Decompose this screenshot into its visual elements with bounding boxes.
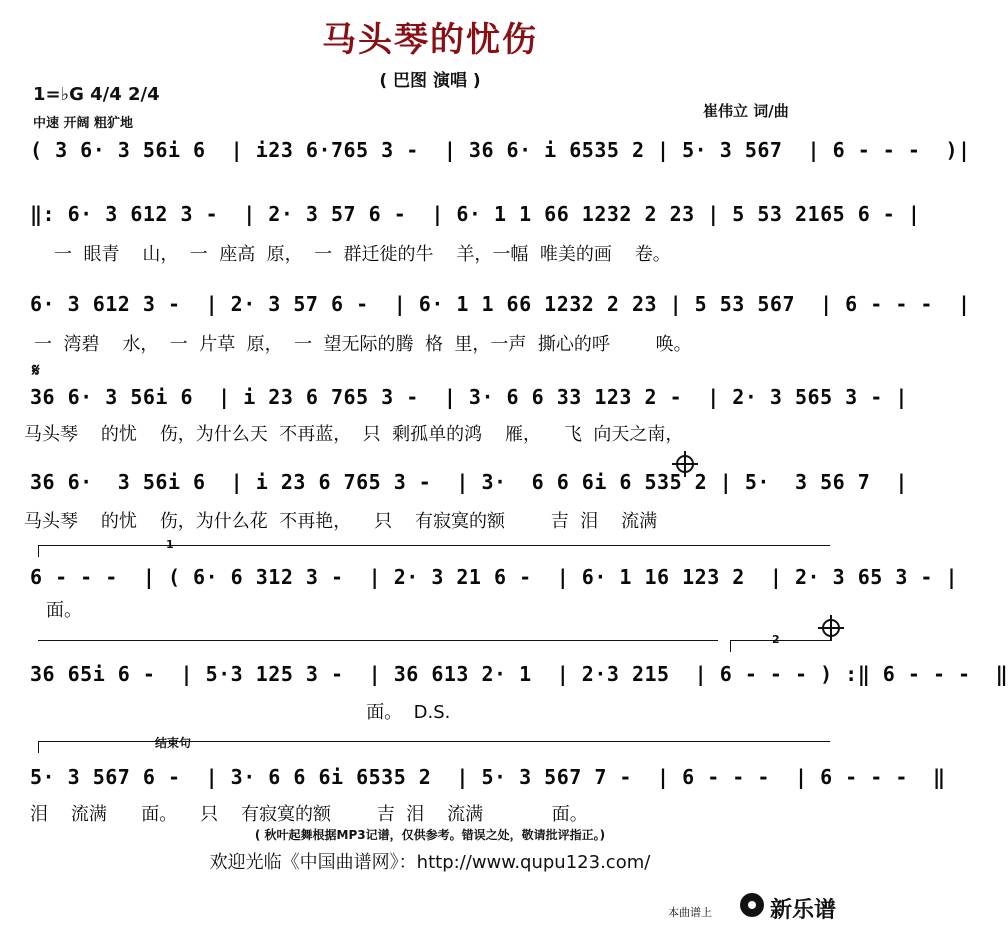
end-section-hook (38, 741, 39, 753)
volta-bracket-2-hook (730, 640, 731, 652)
segno-sign: 𝄋 (32, 360, 40, 381)
score-row-1: ( 3 6· 3 56i 6 | i23 6·765 3 - | 36 6· i 6535 2 | 5· 3 567 | 6 - - - )| (30, 138, 971, 162)
lyrics-row-7: 面。 D.S. (0, 702, 451, 723)
end-section-label: 结束句 (155, 736, 192, 750)
score-row-4: 36 6· 3 56i 6 | i 23 6 765 3 - | 3· 6 6 33 123 2 - | 2· 3 565 3 - | (30, 385, 908, 409)
song-title: 马头琴的忧伤 (322, 20, 538, 60)
lyrics-row-6: 面。 (46, 600, 82, 621)
brand-name: 新乐谱 (770, 898, 837, 923)
lyrics-row-8: 泪 流满 面。 只 有寂寞的额 吉 泪 流满 面。 (30, 804, 588, 825)
key-signature: 1=♭G 4/4 2/4 (33, 84, 160, 105)
score-row-5: 36 6· 3 56i 6 | i 23 6 765 3 - | 3· 6 6 6i 6 535 2 | 5· 3 56 7 | (30, 470, 908, 494)
continuation-line (38, 640, 718, 641)
brand-caption: 本曲谱上 (668, 906, 712, 919)
performer-line: ( 巴图 演唱 ) (379, 71, 481, 91)
volta-bracket-2 (730, 640, 830, 641)
score-row-7: 36 65i 6 - | 5·3 125 3 - | 36 613 2· 1 | 2·3 215 | 6 - - - ) :‖ 6 - - - ‖ (30, 662, 1008, 686)
end-section-bracket (38, 741, 830, 742)
score-row-3: 6· 3 612 3 - | 2· 3 57 6 - | 6· 1 1 66 1232 2 23 | 5 53 567 | 6 - - - | (30, 292, 971, 316)
website-link[interactable]: 欢迎光临《中国曲谱网》：http://www.qupu123.com/ (209, 852, 651, 873)
lyrics-row-2: 一 眼青 山， 一 座高 原， 一 群迁徙的牛 羊，一幅 唯美的画 卷。 (54, 244, 671, 265)
score-row-6: 6 - - - | ( 6· 6 312 3 - | 2· 3 21 6 - | 6· 1 16 123 2 | 2· 3 65 3 - | (30, 565, 959, 589)
vinyl-record-icon (740, 893, 764, 917)
lyrics-row-3: 一 湾碧 水， 一 片草 原， 一 望无际的腾 格 里，一声 撕心的呼 唤。 (34, 334, 692, 355)
transcription-note: ( 秋叶起舞根据MP3记谱，仅供参考。错误之处，敬请批评指正。) (254, 828, 606, 842)
lyrics-row-5: 马头琴 的忧 伤，为什么花 不再艳， 只 有寂寞的额 吉 泪 流满 (24, 511, 658, 532)
score-row-2: ‖: 6· 3 612 3 - | 2· 3 57 6 - | 6· 1 1 66 1232 2 23 | 5 53 2165 6 - | (30, 202, 921, 226)
volta-bracket-1-hook (38, 545, 39, 557)
score-row-8: 5· 3 567 6 - | 3· 6 6 6i 6535 2 | 5· 3 567 7 - | 6 - - - | 6 - - - ‖ (30, 765, 946, 789)
coda-sign-2 (822, 619, 840, 637)
composer-credit: 崔伟立 词/曲 (703, 102, 789, 120)
lyrics-row-4: 马头琴 的忧 伤，为什么天 不再蓝， 只 剩孤单的鸿 雁， 飞 向天之南， (24, 424, 684, 445)
volta-1-label: 1 (166, 538, 174, 551)
tempo-marking: 中速 开阔 粗犷地 (33, 116, 134, 131)
volta-2-label: 2 (772, 633, 780, 646)
volta-bracket-1 (38, 545, 830, 546)
